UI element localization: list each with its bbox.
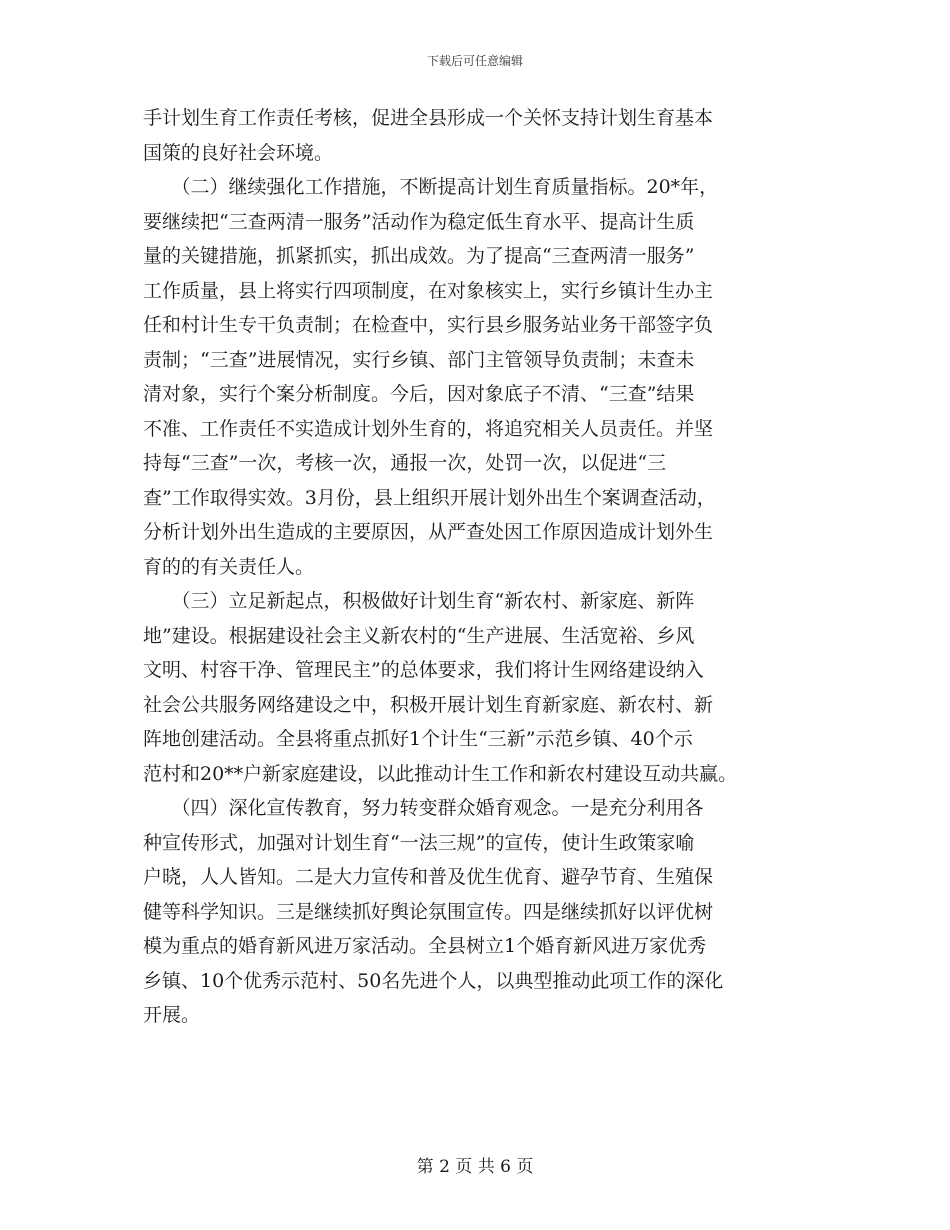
text-line: 不准、工作责任不实造成计划外生育的，将追究相关人员责任。并坚 [143, 417, 714, 440]
text-line: 地”建设。根据建设社会主义新农村的“生产进展、生活宽裕、乡风 [143, 624, 695, 647]
document-body [143, 101, 808, 1033]
text-line: 文明、村容干净、管理民主”的总体要求，我们将计生网络建设纳入 [143, 659, 704, 681]
text-line: （三）立足新起点，积极做好计划生育“新农村、新家庭、新阵 [143, 590, 695, 612]
text-line: 持每“三查”一次，考核一次，通报一次，处罚一次，以促进“三 [143, 452, 667, 474]
text-line: 任和村计生专干负责制；在检查中，实行县乡服务站业务干部签字负 [143, 314, 714, 336]
text-line: （二）继续强化工作措施，不断提高计划生育质量指标。20*年， [143, 176, 719, 198]
text-line: 责制；“三查”进展情况，实行乡镇、部门主管领导负责制；未查未 [143, 348, 695, 371]
text-line: 国策的良好社会环境。 [143, 141, 334, 164]
text-line: 手计划生育工作责任考核，促进全县形成一个关怀支持计划生育基本 [143, 107, 714, 129]
text-line: 户晓，人人皆知。二是大力宣传和普及优生优育、避孕节育、生殖保 [143, 866, 714, 888]
text-line: 清对象，实行个案分析制度。今后，因对象底子不清、“三查”结果 [143, 383, 695, 405]
text-line: 种宣传形式，加强对计划生育“一法三规”的宣传，使计生政策家喻 [143, 831, 695, 854]
text-line: 要继续把“三查两清一服务”活动作为稳定低生育水平、提高计生质 [143, 210, 695, 233]
text-line: 量的关键措施，抓紧抓实，抓出成效。为了提高“三查两清一服务” [143, 245, 695, 267]
text-line: 分析计划外出生造成的主要原因，从严查处因工作原因造成计划外生 [143, 521, 714, 543]
text-line: 模为重点的婚育新风进万家活动。全县树立1个婚育新风进万家优秀 [143, 935, 707, 957]
text-line: 范村和20**户新家庭建设，以此推动计生工作和新农村建设互动共赢。 [143, 762, 738, 785]
text-line: 阵地创建活动。全县将重点抓好1个计生“三新”示范乡镇、40个示 [143, 728, 693, 750]
text-line: 社会公共服务网络建设之中，积极开展计划生育新家庭、新农村、新 [143, 693, 714, 716]
text-line: 乡镇、10个优秀示范村、50名先进个人，以典型推动此项工作的深化 [143, 969, 724, 992]
text-line: 工作质量，县上将实行四项制度，在对象核实上，实行乡镇计生办主 [143, 279, 714, 302]
text-line: （四）深化宣传教育，努力转变群众婚育观念。一是充分利用各 [143, 797, 704, 819]
text-line: 育的的有关责任人。 [143, 555, 315, 578]
text-line: 开展。 [143, 1004, 201, 1026]
text-line: 健等科学知识。三是继续抓好舆论氛围宣传。四是继续抓好以评优树 [143, 900, 714, 923]
page-number-footer: 第 2 页 共 6 页 [416, 1157, 534, 1177]
text-line: 查”工作取得实效。3月份，县上组织开展计划外出生个案调查活动， [143, 486, 716, 509]
page-header: 下载后可任意编辑 [426, 54, 523, 68]
